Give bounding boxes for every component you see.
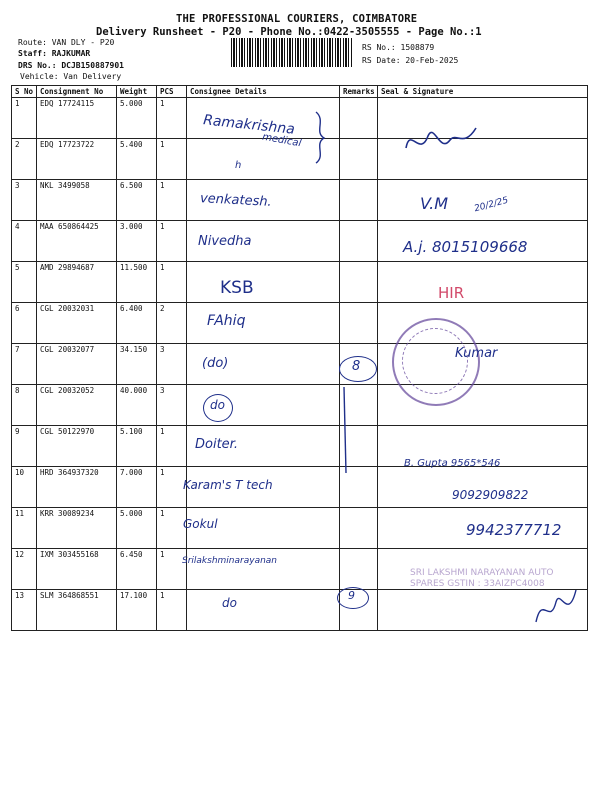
company-title: THE PROFESSIONAL COURIERS, COIMBATORE [176, 13, 418, 25]
cell-pcs: 3 [157, 385, 187, 426]
hw-date: 20/2/25 [473, 195, 510, 215]
cell-consignment: CGL 20032077 [37, 344, 117, 385]
seal-stamp [392, 318, 480, 406]
cell-pcs: 1 [157, 549, 187, 590]
hw-do-8: do [210, 398, 225, 412]
cell-pcs: 1 [157, 98, 187, 139]
delivery-table [11, 85, 588, 631]
hw-gokul: Gokul [183, 517, 218, 531]
col-sno: S No [12, 86, 37, 98]
cell-weight: 11.500 [117, 262, 157, 303]
col-weight: Weight [117, 86, 157, 98]
cell-consignment: IXM 303455168 [37, 549, 117, 590]
cell-seal [378, 180, 588, 221]
hw-remark-9: 9 [348, 589, 355, 602]
col-seal-signature: Seal & Signature [378, 86, 588, 98]
hw-nivedha: Nivedha [198, 234, 252, 249]
cell-weight: 5.000 [117, 508, 157, 549]
cell-remarks [340, 262, 378, 303]
hw-remark-8: 8 [352, 359, 361, 374]
hw-gupta: B. Gupta 9565*546 [404, 458, 501, 469]
cell-sno: 13 [12, 590, 37, 631]
cell-consignee [187, 549, 340, 590]
cell-weight: 7.000 [117, 467, 157, 508]
col-remarks: Remarks [340, 86, 378, 98]
cell-pcs: 1 [157, 467, 187, 508]
cell-remarks [340, 180, 378, 221]
cell-sno: 3 [12, 180, 37, 221]
table-header-row [12, 86, 588, 98]
table-row [12, 426, 588, 467]
rs-number: RS No.: 1508879 [362, 43, 435, 52]
hir-mark: HIR [438, 284, 465, 302]
cell-pcs: 1 [157, 262, 187, 303]
route-label: Route: VAN DLY - P20 [18, 38, 115, 47]
hw-ksb: KSB [220, 278, 254, 298]
hw-ramakrishna: Ramakrishna [202, 112, 296, 138]
brace-mark [312, 110, 330, 165]
cell-pcs: 1 [157, 180, 187, 221]
signature-row1 [400, 118, 480, 163]
hw-srilakshmi: Srilakshminarayanan [182, 556, 278, 566]
cell-consignment: AMD 29894687 [37, 262, 117, 303]
barcode [231, 38, 353, 67]
cell-sno: 1 [12, 98, 37, 139]
cell-weight: 6.400 [117, 303, 157, 344]
table-row [12, 98, 588, 139]
hw-kumar: Kumar [455, 346, 498, 361]
staff-label: Staff: RAJKUMAR [18, 49, 91, 58]
cell-consignment: CGL 20032031 [37, 303, 117, 344]
cell-pcs: 3 [157, 344, 187, 385]
runsheet-title: Delivery Runsheet - P20 - Phone No.:0422-3505555 - Page No.:1 [96, 26, 482, 38]
shop-stamp: SRI LAKSHMI NARAYANAN AUTO SPARES GSTIN : 33AIZPC4008 [410, 568, 554, 589]
vehicle-label: Vehicle: Van Delivery [20, 72, 122, 81]
table-row [12, 262, 588, 303]
cell-consignment: KRR 30089234 [37, 508, 117, 549]
hw-vm: V.M [420, 194, 448, 213]
table-row [12, 344, 588, 385]
cell-sno: 4 [12, 221, 37, 262]
cell-consignment: CGL 50122970 [37, 426, 117, 467]
cell-weight: 5.000 [117, 98, 157, 139]
cell-pcs: 1 [157, 221, 187, 262]
cell-pcs: 1 [157, 139, 187, 180]
hw-fahiq: FAhiq [207, 313, 246, 329]
signature-row13 [530, 582, 580, 632]
cell-sno: 7 [12, 344, 37, 385]
hw-aj-phone: A.j. 8015109668 [403, 238, 528, 256]
table-row [12, 303, 588, 344]
cell-sno: 12 [12, 549, 37, 590]
cell-seal [378, 262, 588, 303]
col-consignee: Consignee Details [187, 86, 340, 98]
cell-weight: 17.100 [117, 590, 157, 631]
col-pcs: PCS [157, 86, 187, 98]
cell-consignment: EDQ 17723722 [37, 139, 117, 180]
hw-karams: Karam's T tech [183, 478, 273, 492]
cell-pcs: 1 [157, 426, 187, 467]
cell-remarks [340, 139, 378, 180]
cell-sno: 5 [12, 262, 37, 303]
cell-weight: 5.400 [117, 139, 157, 180]
cell-consignment: NKL 3499058 [37, 180, 117, 221]
col-consignment: Consignment No [37, 86, 117, 98]
cell-remarks [340, 98, 378, 139]
table-row [12, 385, 588, 426]
cell-consignee [187, 262, 340, 303]
cell-pcs: 2 [157, 303, 187, 344]
hw-do-7: (do) [202, 356, 229, 371]
cell-consignment: MAA 650864425 [37, 221, 117, 262]
cell-weight: 6.500 [117, 180, 157, 221]
cell-consignment: CGL 20032052 [37, 385, 117, 426]
hw-h: h [235, 160, 242, 171]
cell-pcs: 1 [157, 508, 187, 549]
cell-pcs: 1 [157, 590, 187, 631]
cell-sno: 10 [12, 467, 37, 508]
cell-sno: 11 [12, 508, 37, 549]
drs-label: DRS No.: DCJB150887901 [18, 61, 124, 70]
cell-remarks [340, 549, 378, 590]
cell-weight: 40.000 [117, 385, 157, 426]
cell-remarks [340, 221, 378, 262]
cell-remarks [340, 508, 378, 549]
cell-weight: 3.000 [117, 221, 157, 262]
cell-sno: 2 [12, 139, 37, 180]
hw-phone-11: 9942377712 [466, 521, 562, 539]
cell-weight: 34.150 [117, 344, 157, 385]
cell-consignment: EDQ 17724115 [37, 98, 117, 139]
cell-consignment: SLM 364868551 [37, 590, 117, 631]
rs-date: RS Date: 20-Feb-2025 [362, 56, 459, 65]
cell-sno: 8 [12, 385, 37, 426]
cell-consignee [187, 590, 340, 631]
cell-consignment: HRD 364937320 [37, 467, 117, 508]
hw-doiter: Doiter. [195, 437, 238, 452]
vertical-line [336, 385, 356, 475]
cell-weight: 5.100 [117, 426, 157, 467]
cell-weight: 6.450 [117, 549, 157, 590]
hw-do-13: do [222, 596, 237, 610]
hw-phone-10: 9092909822 [452, 488, 529, 502]
hw-medical: medical [261, 131, 303, 150]
cell-remarks [340, 303, 378, 344]
cell-sno: 6 [12, 303, 37, 344]
cell-sno: 9 [12, 426, 37, 467]
hw-venkatesh: venkatesh. [199, 191, 273, 210]
